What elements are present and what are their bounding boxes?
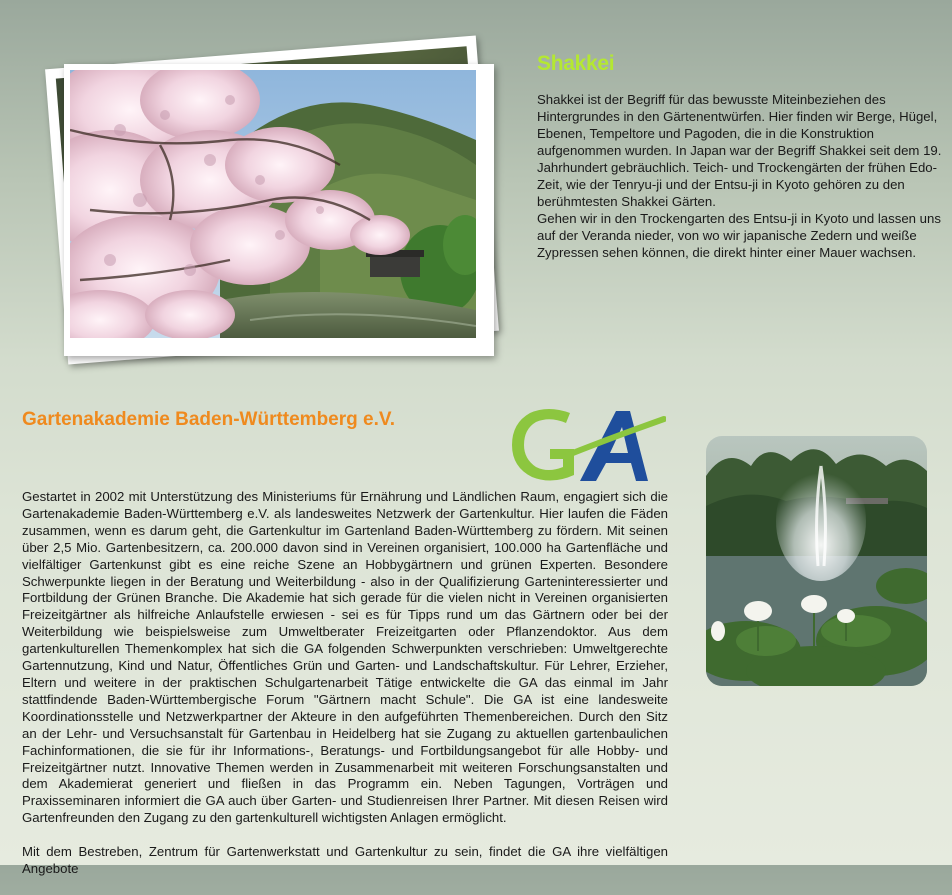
ga-logo-text: GA — [508, 405, 510, 406]
gartenakademie-title: Gartenakademie Baden-Württemberg e.V. — [22, 409, 396, 430]
gartenakademie-paragraph: Gestartet in 2002 mit Unterstützung des Ministeriums für Ernährung und Ländlichen Raum, engagiert sich die Gartenakademie Baden-Württemberg e.V. als landesweites Netzwerk der Gartenkultur. Hier laufen die Fäden zusammen, wenn es darum geht, die Gartenkultur im Gartenland Baden-Württemberg zu fördern. Mit seinen über 2,5 Mio. Gartenbesitzern, ca. 200.000 davon sind in Vereinen organisiert, 100.000 ha Gartenfläche und vielfältiger Gartenkunst gibt es eine reiche Szene an Hobbygärtnern und grünen Experten. Besondere Schwerpunkte liegen in der Beratung und Weiterbildung - also in der Qualifizierung Garteninteressierter und Fortbildung der Grünen Branche. Die Akademie hat sich gerade für die vielen nicht in Vereinen organisierten Freizeitgärtner als hilfreiche Anlaufstelle erwiesen - sei es für Tipps rund um das Gärtnern oder bei der Weiterbildung wie beispielsweise zum Umweltberater Freizeitgarten oder Pflanzendoktor. Aus dem gartenkulturellen Themenkomplex hat sich die GA folgenden Schwerpunkten verschrieben: Umweltgerechte Gartennutzung, Kind und Natur, Öffentliches Grün und Garten- und Landschaftskultur. Für Lehrer, Erzieher, Eltern und weitere in der praktischen Schulgartenarbeit Tätige entwickelte die GA das einmal im Jahr stattfindende Baden-Württembergische Forum "Gärtnern macht Schule". Die GA ist eine landesweite Koordinationsstelle und Netzwerkpartner der Akteure in den aufgeführten Themenbereichen. Durch den Sitz an der Lehr- und Versuchsanstalt für Gartenbau in Heidelberg hat sie Zugang zu aktuellen gartenbaulichen Fachinformationen, die sie für ihr Informations-, Beratungs- und Fortbildungsangebot für alle Hobby- und Freizeitgärtner nutzt. Innovative Themen werden in Zusammenarbeit mit weiteren Forschungsanstalten und dem Akademierat generiert und fließen in das Programm ein. Neben Tagungen, Vorträgen und Praxisseminaren informiert die GA auch über Garten- und Studienreisen Ihrer Partner. Mit diesen Reisen wird Gartenfreunden den Zugang zu den gartenkulturell wichtigsten Anlagen ermöglicht. — [22, 489, 668, 826]
photo-stack — [44, 34, 504, 379]
gartenakademie-paragraph: Mit dem Bestreben, Zentrum für Gartenwerkstatt und Gartenkultur zu sein, findet die GA ihre vielfältigen Angebote — [22, 844, 668, 877]
shakkei-title: Shakkei — [537, 52, 615, 75]
shakkei-paragraph: Gehen wir in den Trockengarten des Entsu-ji in Kyoto und lassen uns auf der Veranda nieder, von wo wir japanische Zedern und weiße Zypressen sehen können, die direkt hinter einer Mauer wachsen. — [537, 211, 941, 260]
shakkei-paragraph: Shakkei ist der Begriff für das bewusste Miteinbeziehen des Hintergrundes in den Gärtenentwürfen. Hier finden wir Berge, Hügel, Ebenen, Tempeltore und Pagoden, die in die Konstruktion aufgenommen wurden. In Japan war der Begriff Shakkei seit dem 19. Jahrhundert gebräuchlich. Teich- und Trockengärten der frühen Edo-Zeit, wie der Tenryu-ji und der Entsu-ji in Kyoto gehören zu den berühmtesten Shakkei Gärten. — [537, 92, 942, 209]
shakkei-text — [537, 91, 942, 261]
gartenakademie-text — [22, 489, 668, 895]
cherry-blossom-photo — [70, 70, 488, 350]
fountain-lotus-photo — [706, 436, 927, 686]
ga-logo — [508, 405, 666, 485]
polaroid-front — [64, 64, 494, 356]
